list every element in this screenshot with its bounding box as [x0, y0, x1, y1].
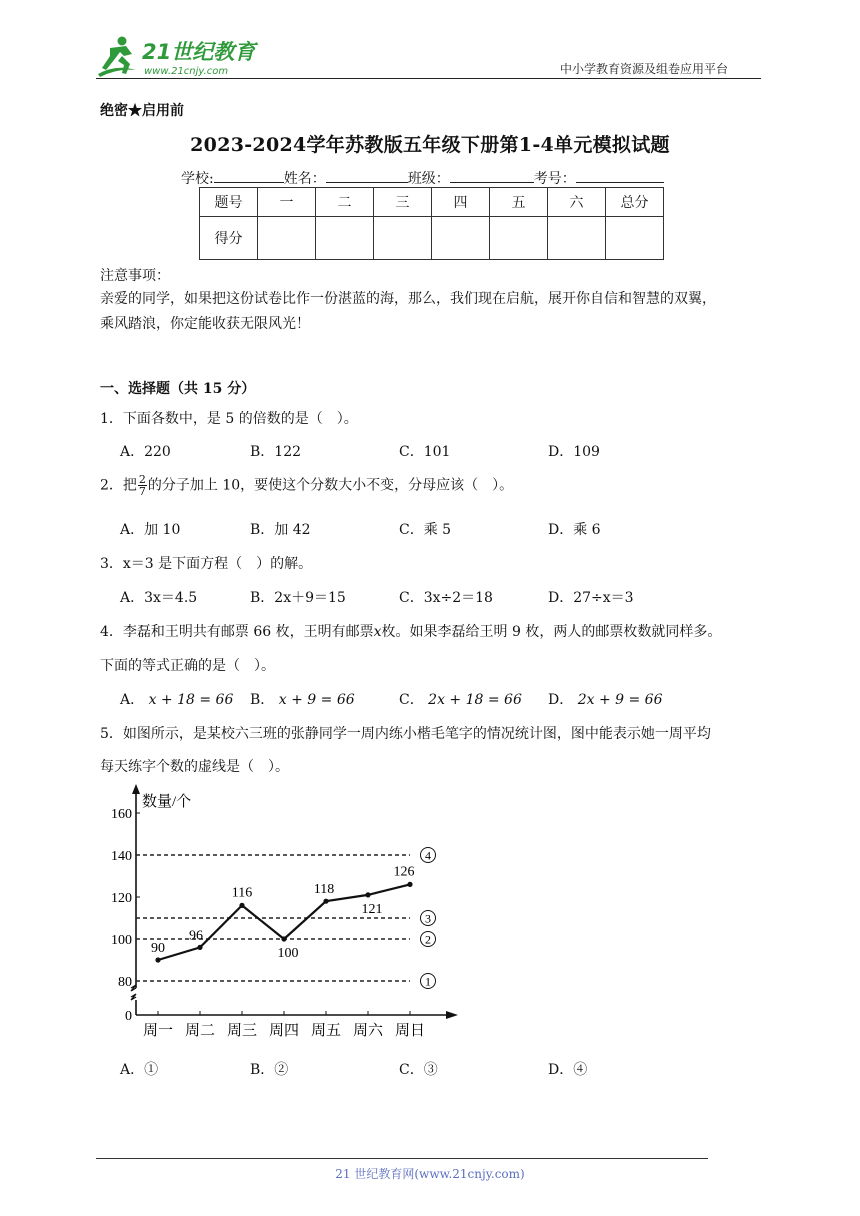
option-letter: B． [250, 692, 275, 708]
q3-option-a[interactable]: A．3x＝4.5 [120, 590, 198, 606]
q3-option-d[interactable]: D．27÷x＝3 [548, 590, 634, 606]
footer-divider [96, 1158, 708, 1159]
q4-stem-pre: 4．李磊和王明共有邮票 66 枚，王明有邮票 [100, 624, 374, 640]
data-label: 121 [361, 901, 383, 917]
option-letter: C． [399, 692, 424, 708]
reference-label: 4 [425, 848, 431, 863]
score-header-cell: 总分 [606, 188, 664, 217]
y-tick-label: 0 [125, 1009, 132, 1024]
score-cell[interactable] [490, 217, 548, 260]
class-label: 班级： [407, 171, 450, 187]
data-label: 118 [313, 882, 335, 898]
q1-option-d[interactable]: D．109 [548, 444, 600, 460]
q1-option-b[interactable]: B．122 [250, 444, 302, 460]
name-field[interactable] [326, 168, 408, 183]
equation: x + 18 = 66 [148, 692, 234, 708]
q4-option-c[interactable] [399, 689, 522, 709]
x-axis-arrow [446, 1011, 458, 1019]
score-header-cell: 二 [316, 188, 374, 217]
equation: x + 9 = 66 [278, 692, 355, 708]
score-header-cell: 题号 [200, 188, 258, 217]
score-cell[interactable] [548, 217, 606, 260]
notice-line-1: 亲爱的同学，如果把这份试卷比作一份湛蓝的海，那么，我们现在启航，展开你自信和智慧的双翼， [100, 291, 716, 307]
x-tick-label: 周日 [394, 1023, 426, 1039]
y-tick-label: 80 [118, 975, 132, 990]
score-table [199, 187, 664, 260]
y-axis-label: 数量/个 [142, 794, 192, 810]
q4-option-b[interactable] [250, 689, 355, 709]
q2-stem-pre: 2．把 [100, 477, 137, 494]
option-letter: A． [120, 692, 145, 708]
question-2-stem [100, 474, 513, 497]
question-4-stem-line-2: 下面的等式正确的是（ ）。 [100, 658, 275, 674]
data-point [323, 899, 328, 904]
logo-text: 21世纪教育 [142, 40, 256, 64]
fraction-denominator: 7 [138, 485, 146, 498]
y-tick-label: 160 [111, 807, 132, 822]
option-letter: D． [548, 692, 574, 708]
question-1-stem: 1．下面各数中，是 5 的倍数的是（ ）。 [100, 411, 358, 427]
x-tick-label: 周一 [142, 1023, 174, 1039]
score-header-cell: 三 [374, 188, 432, 217]
score-header-cell: 六 [548, 188, 606, 217]
score-cell[interactable] [432, 217, 490, 260]
school-label: 学校: [181, 171, 214, 187]
header-divider [96, 78, 761, 79]
logo-21cnjy [96, 34, 266, 80]
school-field[interactable] [214, 168, 284, 183]
q3-option-b[interactable]: B．2x＋9＝15 [250, 590, 346, 606]
reference-label: 2 [425, 932, 431, 947]
question-4-stem-line-1 [100, 621, 721, 641]
fraction [138, 474, 147, 497]
line-chart [100, 780, 470, 1042]
score-header-cell: 四 [432, 188, 490, 217]
q2-stem-post: 的分子加上 10，要使这个分数大小不变，分母应该（ ）。 [147, 477, 514, 494]
score-table-score-row [200, 217, 664, 260]
data-point [365, 892, 370, 897]
equation: 2x + 9 = 66 [577, 692, 663, 708]
data-label: 96 [189, 928, 203, 944]
q2-option-c[interactable]: C．乘 5 [399, 522, 452, 538]
secret-label: 绝密★启用前 [100, 103, 184, 119]
variable-x: x [373, 624, 382, 640]
data-label: 126 [393, 864, 415, 880]
x-tick-label: 周五 [310, 1023, 342, 1039]
page-title: 2023-2024学年苏教版五年级下册第1-4单元模拟试题 [190, 134, 670, 156]
x-tick-label: 周六 [352, 1023, 384, 1039]
fraction-numerator: 2 [138, 473, 146, 486]
x-tick-label: 周三 [226, 1023, 258, 1039]
q5-option-a[interactable]: A．① [120, 1062, 159, 1078]
footer-text: 21 世纪教育网(www.21cnjy.com) [335, 1167, 525, 1181]
y-tick-label: 140 [111, 849, 132, 864]
y-axis-arrow [132, 784, 140, 794]
q2-option-a[interactable]: A．加 10 [120, 522, 181, 538]
header-platform-text: 中小学教育资源及组卷应用平台 [560, 62, 729, 76]
q4-stem-post: 枚。如果李磊给王明 9 枚，两人的邮票枚数就同样多。 [381, 624, 722, 640]
score-cell[interactable] [606, 217, 664, 260]
q3-option-c[interactable]: C．3x÷2＝18 [399, 590, 493, 606]
score-cell[interactable] [258, 217, 316, 260]
data-point [239, 903, 244, 908]
reference-label: 3 [425, 911, 431, 926]
data-label: 90 [151, 941, 165, 956]
score-cell[interactable] [374, 217, 432, 260]
data-point [197, 945, 202, 950]
score-table-header-row [200, 188, 664, 217]
q2-option-d[interactable]: D．乘 6 [548, 522, 601, 538]
question-5-stem-line-2: 每天练字个数的虚线是（ ）。 [100, 759, 289, 775]
score-row-label: 得分 [200, 217, 258, 260]
q1-option-c[interactable]: C．101 [399, 444, 451, 460]
data-point [155, 957, 160, 962]
score-header-cell: 一 [258, 188, 316, 217]
y-tick-label: 120 [111, 891, 132, 906]
q4-option-a[interactable] [120, 689, 233, 709]
question-5-stem-line-1: 5．如图所示，是某校六三班的张静同学一周内练小楷毛笔字的情况统计图，图中能表示她一周平均 [100, 726, 711, 742]
number-field[interactable] [576, 168, 664, 183]
name-label: 姓名： [283, 171, 326, 187]
q4-option-d[interactable] [548, 689, 662, 709]
score-cell[interactable] [316, 217, 374, 260]
data-label: 100 [277, 946, 299, 961]
reference-label: 1 [425, 974, 431, 989]
x-tick-label: 周四 [268, 1023, 300, 1039]
x-tick-label: 周二 [184, 1023, 216, 1039]
q5-option-c[interactable]: C．③ [399, 1062, 438, 1078]
section-heading: 一、选择题（共 15 分） [100, 381, 256, 397]
q5-option-d[interactable]: D．④ [548, 1062, 588, 1078]
class-field[interactable] [450, 168, 534, 183]
notice-line-2: 乘风踏浪，你定能收获无限风光！ [100, 316, 310, 332]
notice-title: 注意事项： [100, 268, 170, 284]
logo-url: www.21cnjy.com [144, 66, 229, 77]
score-header-cell: 五 [490, 188, 548, 217]
q5-option-b[interactable]: B．② [250, 1062, 289, 1078]
q1-option-a[interactable]: A．220 [120, 444, 171, 460]
number-label: 考号： [533, 171, 576, 187]
data-point [281, 936, 286, 941]
equation: 2x + 18 = 66 [428, 692, 522, 708]
y-tick-label: 100 [111, 933, 132, 948]
question-3-stem: 3．x＝3 是下面方程（ ）的解。 [100, 556, 313, 572]
data-label: 116 [231, 885, 253, 901]
student-info-line [181, 168, 664, 188]
data-point [407, 882, 412, 887]
q2-option-b[interactable]: B．加 42 [250, 522, 311, 538]
